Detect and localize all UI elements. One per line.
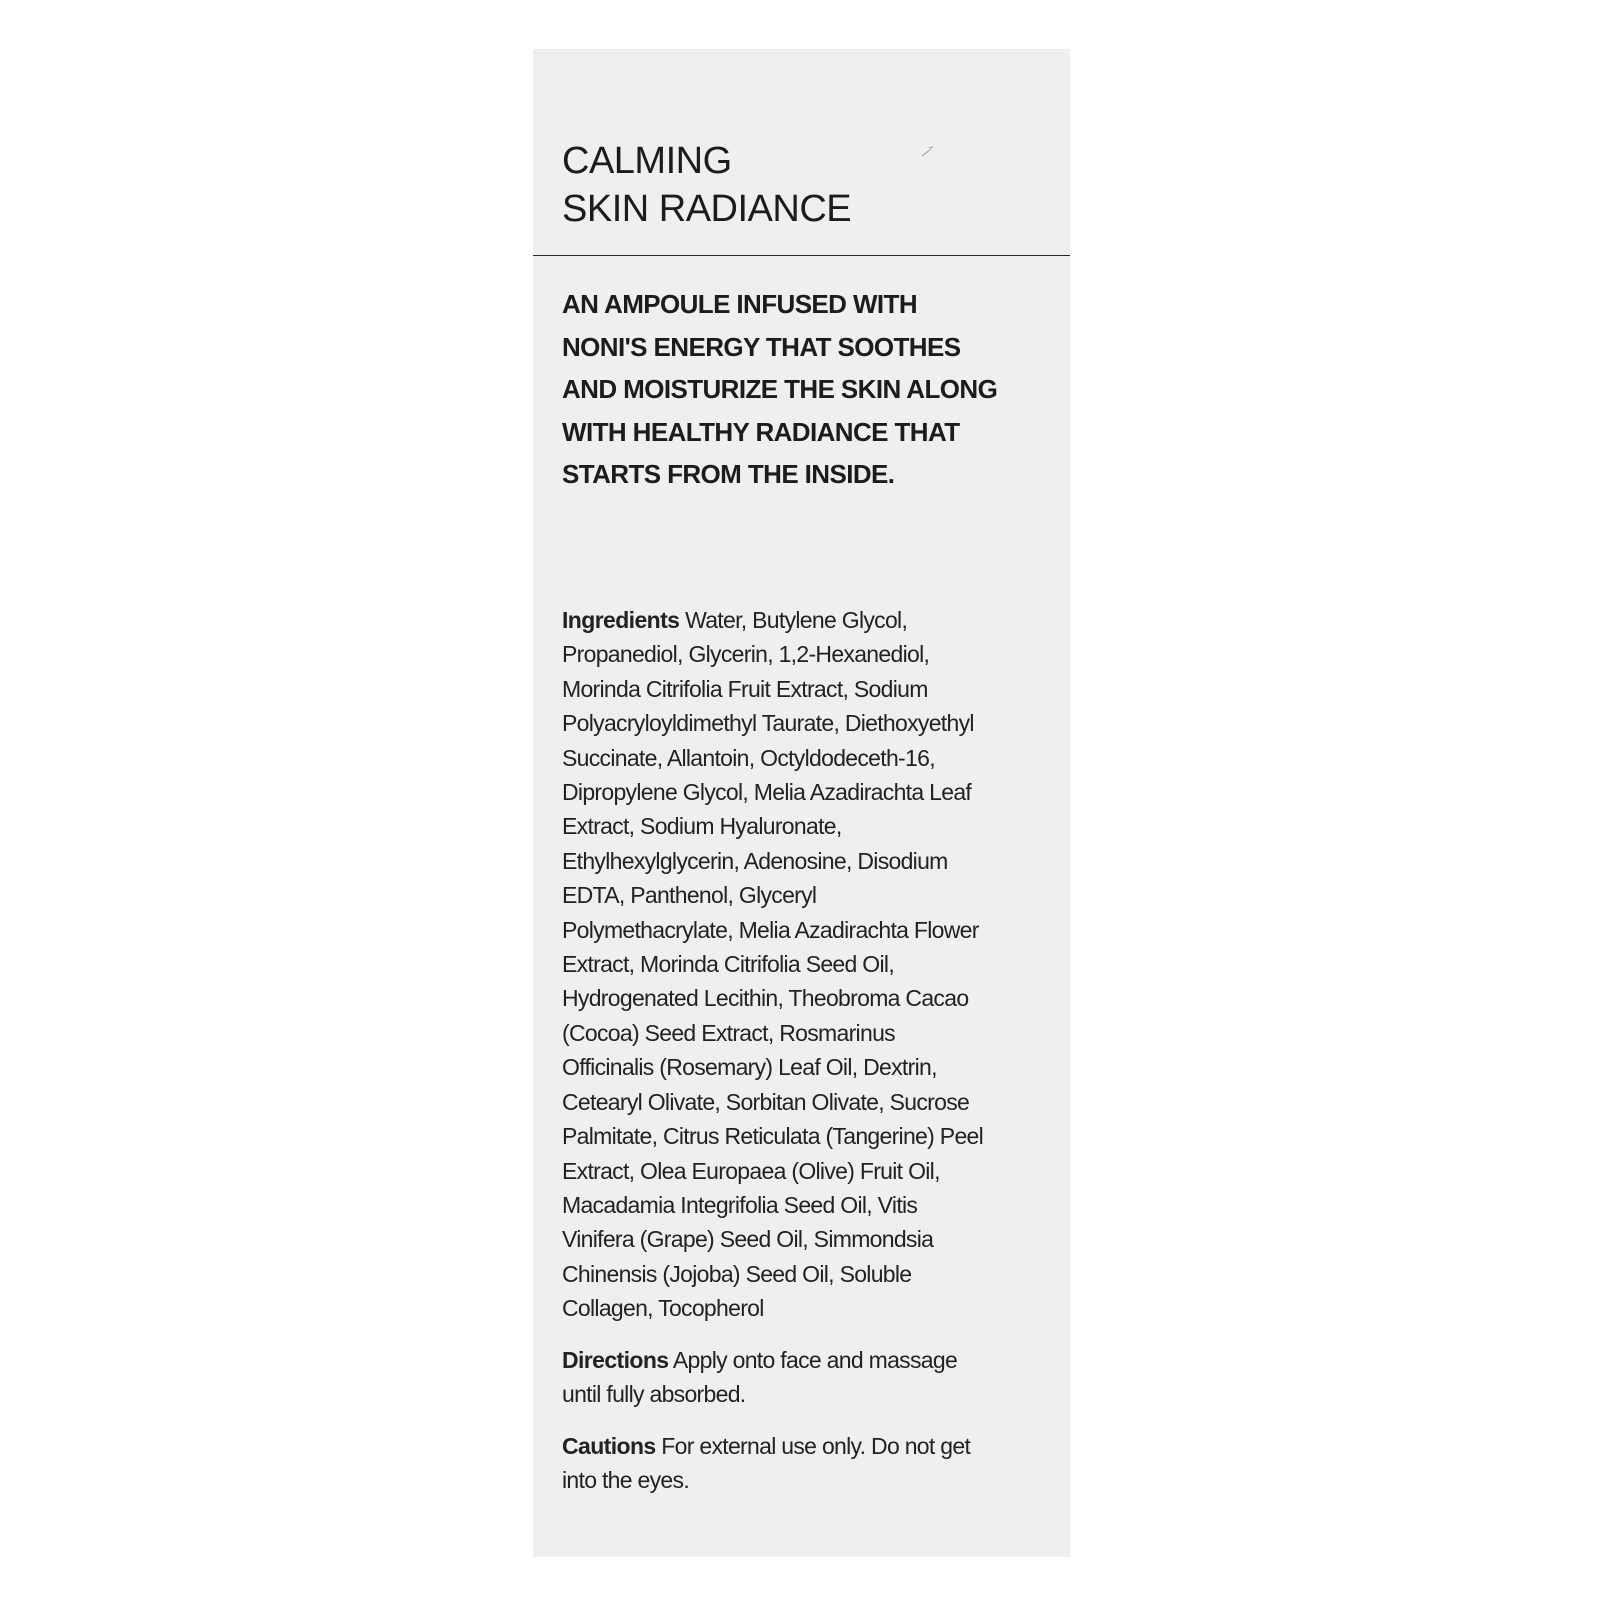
ingredients-line: Polyacryloyldimethyl Taurate, Diethoxyethyl <box>562 710 974 737</box>
tagline-line: AND MOISTURIZE THE SKIN ALONG <box>562 374 998 404</box>
ingredients-text: Water, Butylene Glycol, <box>679 607 908 633</box>
product-title <box>562 137 851 233</box>
title-line-1: CALMING <box>562 140 732 182</box>
tagline-line: NONI'S ENERGY THAT SOOTHES <box>562 331 961 362</box>
ingredients-line: Officinalis (Rosemary) Leaf Oil, Dextrin, <box>562 1054 937 1081</box>
ingredients-line: Vinifera (Grape) Seed Oil, Simmondsia <box>562 1226 934 1253</box>
ingredients-line: Extract, Olea Europaea (Olive) Fruit Oil, <box>562 1157 940 1184</box>
ingredients-line: Macadamia Integrifolia Seed Oil, Vitis <box>562 1191 918 1218</box>
ingredients-label: Ingredients <box>562 607 680 633</box>
ingredients-line: Chinensis (Jojoba) Seed Oil, Soluble <box>562 1260 912 1287</box>
cautions-first-line <box>562 1429 1062 1463</box>
directions-label: Directions <box>562 1347 669 1373</box>
cautions-section <box>562 1429 1062 1498</box>
package-panel <box>533 49 1070 1557</box>
ingredients-line: Polymethacrylate, Melia Azadirachta Flower <box>562 916 979 943</box>
product-tagline <box>562 283 1062 496</box>
ingredients-line: Succinate, Allantoin, Octyldodeceth-16, <box>562 744 935 771</box>
ingredients-section <box>562 603 1062 1326</box>
ingredients-line: Extract, Sodium Hyaluronate, <box>562 813 842 840</box>
cautions-text: For external use only. Do not get <box>655 1433 971 1459</box>
ingredients-line: Propanediol, Glycerin, 1,2-Hexanediol, <box>562 641 930 668</box>
ingredients-line: EDTA, Panthenol, Glyceryl <box>562 882 817 909</box>
title-line-2: SKIN RADIANCE <box>562 188 852 230</box>
ingredients-first-line <box>562 603 1062 637</box>
ingredients-line: Dipropylene Glycol, Melia Azadirachta Leaf <box>562 779 972 806</box>
tagline-line: WITH HEALTHY RADIANCE THAT <box>562 416 960 447</box>
ingredients-line: Collagen, Tocopherol <box>562 1295 764 1322</box>
directions-section <box>562 1343 1062 1412</box>
tagline-line: AN AMPOULE INFUSED WITH <box>562 289 917 319</box>
divider <box>533 255 1070 256</box>
ingredients-line: (Cocoa) Seed Extract, Rosmarinus <box>562 1019 895 1046</box>
ingredients-line: Ethylhexylglycerin, Adenosine, Disodium <box>562 847 948 874</box>
directions-line: until fully absorbed. <box>562 1381 746 1408</box>
ingredients-line: Palmitate, Citrus Reticulata (Tangerine) Peel <box>562 1123 984 1150</box>
directions-first-line <box>562 1343 1062 1377</box>
ingredients-line: Cetearyl Olivate, Sorbitan Olivate, Sucrose <box>562 1088 970 1115</box>
cautions-label: Cautions <box>562 1433 656 1459</box>
ingredients-line: Extract, Morinda Citrifolia Seed Oil, <box>562 951 895 978</box>
ingredients-line: Hydrogenated Lecithin, Theobroma Cacao <box>562 985 969 1012</box>
ingredients-line: Morinda Citrifolia Fruit Extract, Sodium <box>562 675 928 702</box>
tagline-line: STARTS FROM THE INSIDE. <box>562 459 895 489</box>
scratch-mark-icon <box>921 145 935 159</box>
directions-text: Apply onto face and massage <box>668 1347 958 1373</box>
cautions-line: into the eyes. <box>562 1467 690 1494</box>
